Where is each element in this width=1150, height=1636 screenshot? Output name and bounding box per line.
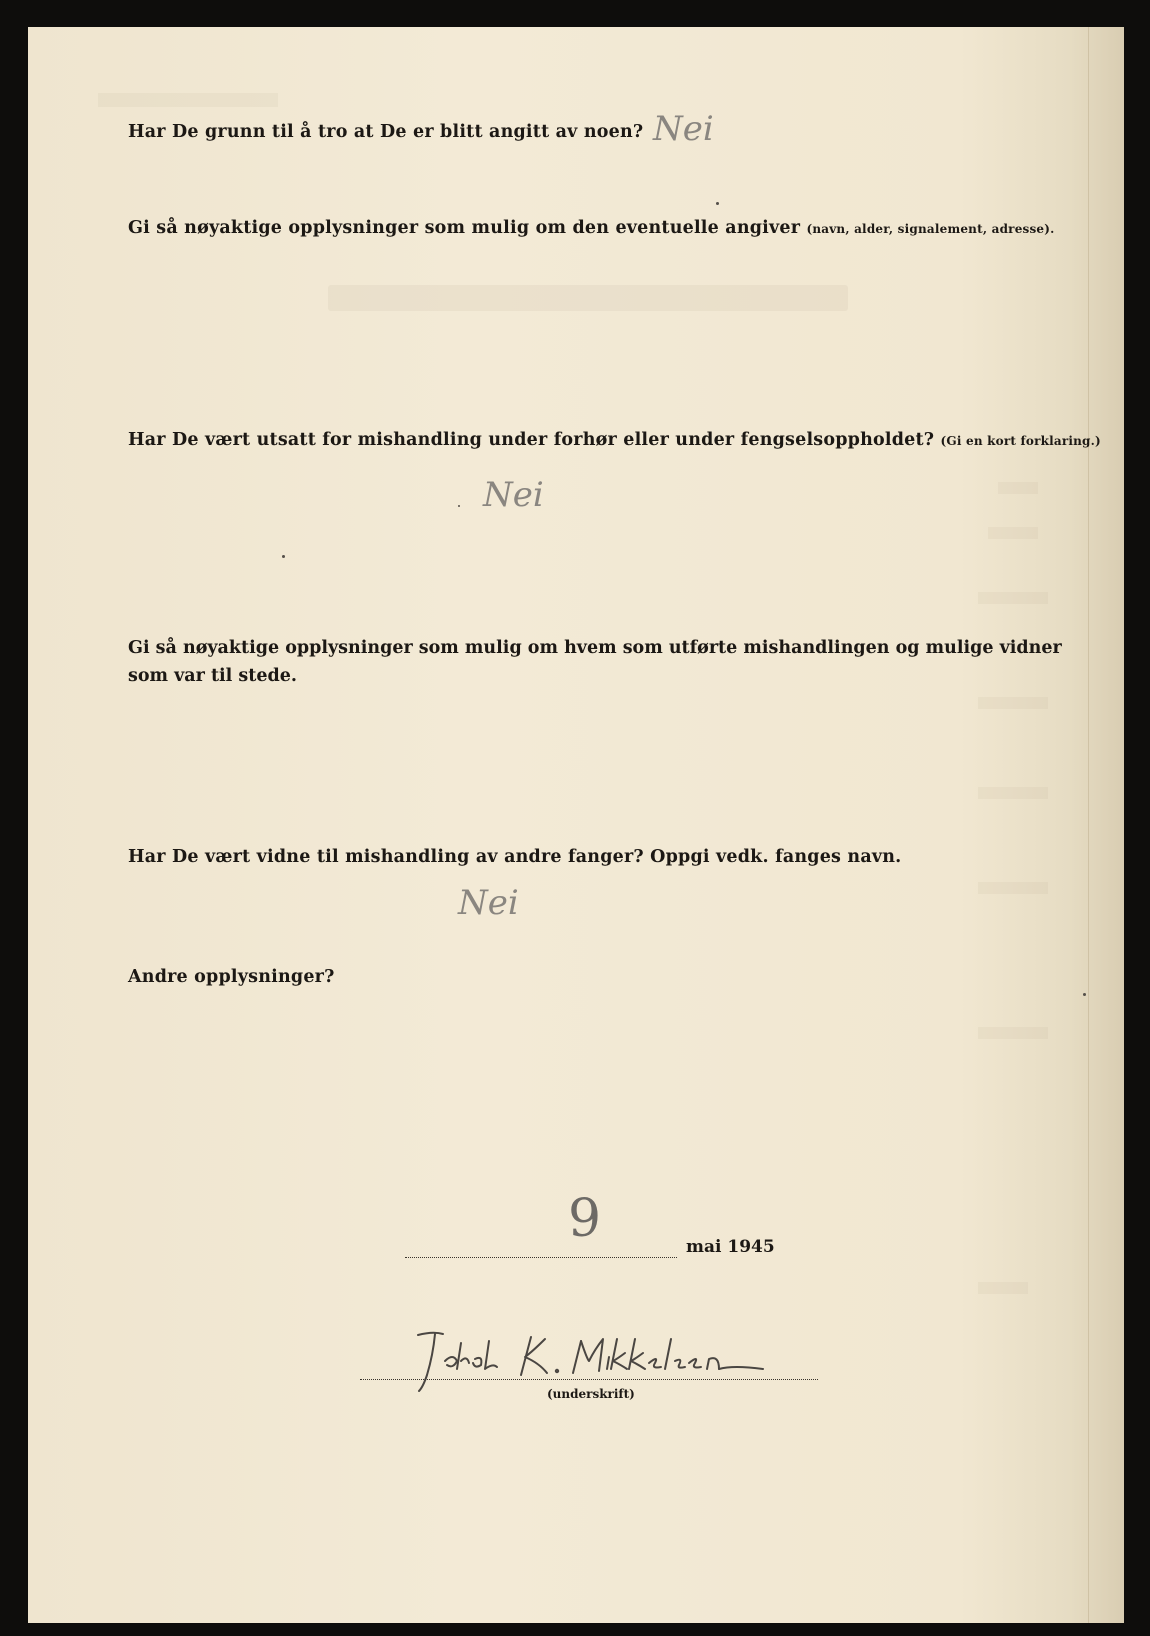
handwritten-answer: Nei [483,475,544,515]
document-page [28,27,1124,1623]
question-perpetrators: Gi så nøyaktige opplysninger som mulig om hvem som utførte mishandlingen og mulige vidner som var til stede. [128,638,1062,686]
question-denounced [128,122,643,142]
bleed-through-mark [978,787,1048,799]
date-label: mai 1945 [686,1237,775,1257]
bleed-through-mark [978,882,1048,894]
question-note: (navn, alder, signalement, adresse). [806,222,1055,236]
bleed-through-mark [988,527,1038,539]
paper-speck [1083,993,1086,996]
question-text: Har De vært vidne til mishandling av andre fanger? Oppgi vedk. fanges navn. [128,847,902,867]
bleed-through-title [328,285,848,311]
question-text: Har De vært utsatt for mishandling under forhør eller under fengselsoppholdet? [128,430,935,450]
page-fold [1088,27,1089,1623]
bleed-through-mark [978,592,1048,604]
question-text: Har De grunn til å tro at De er blitt angitt av noen? [128,122,644,142]
question-witness [128,847,901,867]
question-informer-details [128,218,1055,238]
paper-speck [716,202,719,205]
paper-speck [458,505,460,507]
signature-label: (underskrift) [547,1387,635,1401]
handwritten-answer: Nei [653,109,714,149]
question-text: Andre opplysninger? [128,967,335,987]
bleed-through-mark [978,1027,1048,1039]
question-text: Gi så nøyaktige opplysninger som mulig om den eventuelle angiver [128,218,801,238]
bleed-through-mark [98,93,278,107]
bleed-through-mark [998,482,1038,494]
date-line [405,1257,677,1258]
handwritten-date: 9 [568,1189,602,1249]
paper-speck [282,555,285,558]
question-note: (Gi en kort forklaring.) [940,434,1101,448]
bleed-through-mark [978,1282,1028,1294]
question-mistreatment [128,430,1101,450]
question-other-info [128,967,335,987]
handwritten-answer: Nei [458,883,519,923]
bleed-through-mark [978,697,1048,709]
signature-line [360,1379,818,1380]
